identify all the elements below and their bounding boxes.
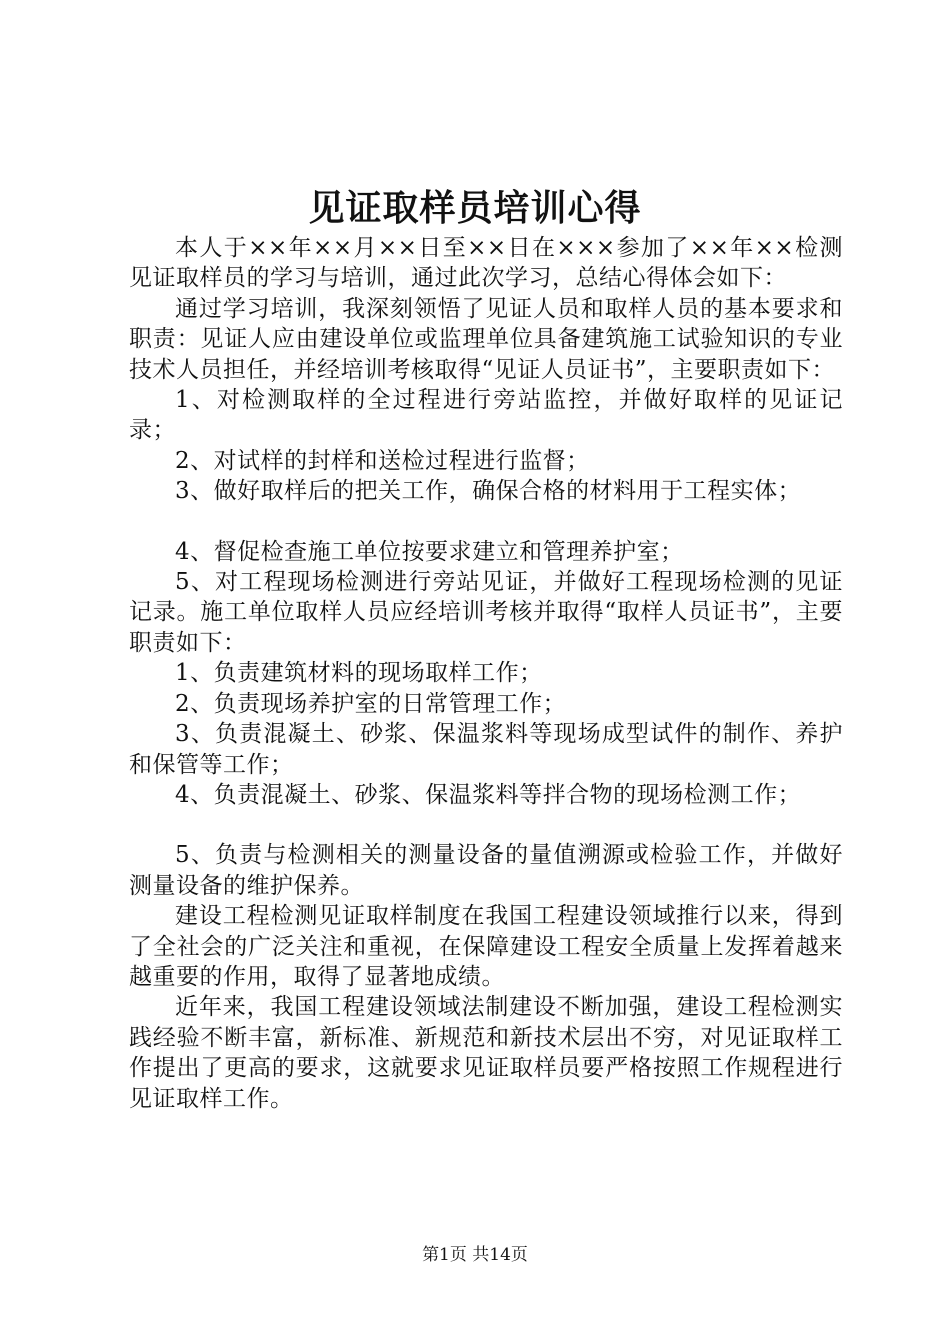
witness-duty-2: 2、对试样的封样和送检过程进行监督； — [175, 447, 590, 474]
sampler-duty-2: 2、负责现场养护室的日常管理工作； — [175, 690, 567, 717]
paragraph-intro: 本人于××年××月××日至××日在×××参加了××年××检测见证取样员的学习与培训，通过此次学习，总结心得体会如下： — [129, 235, 843, 292]
witness-duty-4: 4、督促检查施工单位按要求建立和管理养护室； — [175, 538, 684, 565]
sampler-duty-4: 4、负责混凝土、砂浆、保温浆料等拌合物的现场检测工作； — [175, 781, 802, 808]
document-body — [129, 233, 843, 1114]
sampler-duty-3: 3、负责混凝土、砂浆、保温浆料等现场成型试件的制作、养护和保管等工作； — [129, 721, 843, 778]
page-footer: 第1页 共14页 — [422, 1245, 528, 1265]
witness-duty-3: 3、做好取样后的把关工作，确保合格的材料用于工程实体； — [175, 478, 802, 505]
witness-duty-5: 5、对工程现场检测进行旁站见证，并做好工程现场检测的见证记录。施工单位取样人员应经培训考核并取得“取样人员证书”，主要职责如下： — [129, 569, 843, 656]
document-title: 见证取样员培训心得 — [308, 187, 642, 229]
paragraph-requirements: 通过学习培训，我深刻领悟了见证人员和取样人员的基本要求和职责：见证人应由建设单位或监理单位具备建筑施工试验知识的专业技术人员担任，并经培训考核取得“见证人员证书”，主要职责如下： — [129, 295, 843, 383]
sampler-duty-5: 5、负责与检测相关的测量设备的量值溯源或检验工作，并做好测量设备的维护保养。 — [129, 842, 843, 899]
paragraph-recent-years: 近年来，我国工程建设领域法制建设不断加强，建设工程检测实践经验不断丰富，新标准、新规范和新技术层出不穷，对见证取样工作提出了更高的要求，这就要求见证取样员要严格按照工作规程进行见证取样工作。 — [129, 994, 843, 1112]
sampler-duty-1: 1、负责建筑材料的现场取样工作； — [175, 660, 543, 687]
witness-duty-1: 1、对检测取样的全过程进行旁站监控，并做好取样的见证记录； — [129, 387, 843, 444]
paragraph-system: 建设工程检测见证取样制度在我国工程建设领域推行以来，得到了全社会的广泛关注和重视，在保障建设工程安全质量上发挥着越来越重要的作用，取得了显著地成绩。 — [129, 903, 843, 990]
